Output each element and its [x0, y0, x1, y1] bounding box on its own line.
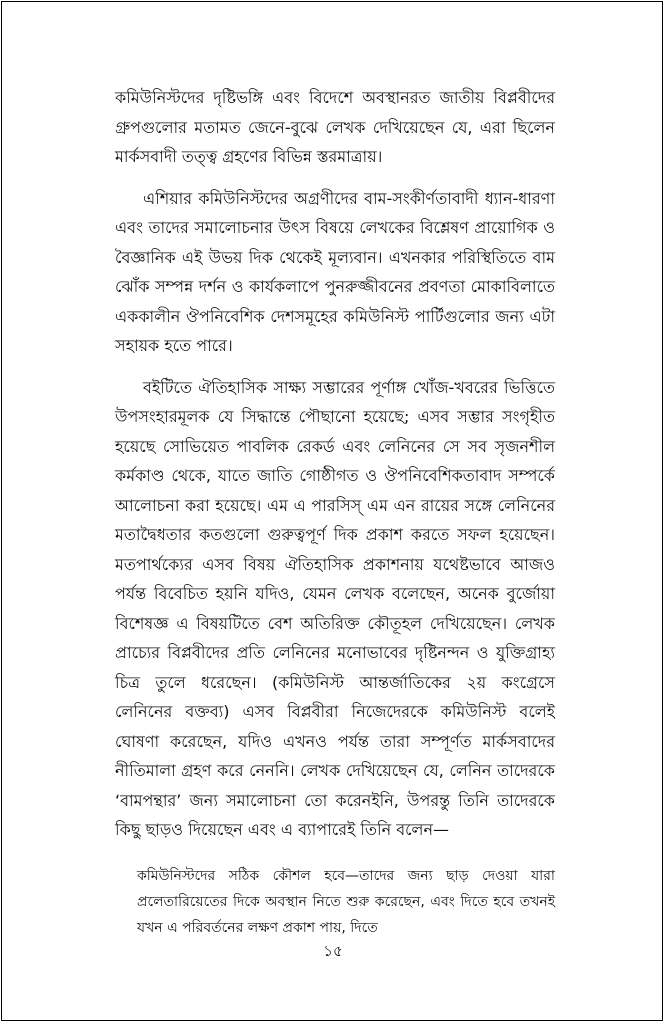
page-body	[115, 83, 555, 941]
paragraph-2: এশিয়ার কমিউনিস্টদের অগ্রণীদের বাম-সংকীর্ণতাবাদী ধ্যান-ধারণা এবং তাদের সমালোচনার উৎস বিষয়ে লেখকের বিশ্লেষণ প্রায়োগিক ও বৈজ্ঞানিক এই উভয় দিক থেকেই মূল্যবান। এখনকার পরিস্থিতিতে বাম ঝোঁক সম্পন্ন দর্শন ও কার্যকলাপে পুনরুজ্জীবনের প্রবণতা মোকাবিলাতে এককালীন ঔপনিবেশিক দেশসমূহের কমিউনিস্ট পার্টিগুলোর জন্য এটা সহায়ক হতে পারে।	[115, 188, 555, 355]
paragraph-3: বইটিতে ঐতিহাসিক সাক্ষ্য সম্ভারের পূর্ণাঙ্গ খোঁজ-খবরের ভিত্তিতে উপসংহারমূলক যে সিদ্ধান্তে পৌছানো হয়েছে; এসব সম্ভার সংগৃহীত হয়েছে সোভিয়েত পাবলিক রেকর্ড এবং লেনিনের সে সব সৃজনশীল কর্মকাণ্ড থেকে, যাতে জাতি গোষ্ঠীগত ও ঔপনিবেশিকতাবাদ সম্পর্কে আলোচনা করা হয়েছে। এম এ পারসিস্ এম এন রায়ের সঙ্গে লেনিনের মতাদ্বৈধতার কতগুলো গুরুত্বপূর্ণ দিক প্রকাশ করতে সফল হয়েছেন। মতপার্থক্যের এসব বিষয় ঐতিহাসিক প্রকাশনায় যথেষ্টভাবে আজও পর্যন্ত বিবেচিত হয়নি যদিও, যেমন লেখক বলেছেন, অনেক বুর্জোয়া বিশেষজ্ঞ এ বিষয়টিতে বেশ অতিরিক্ত কৌতূহল দেখিয়েছেন। লেখক প্রাচ্যের বিপ্লবীদের প্রতি লেনিনের মনোভাবের দৃষ্টিনন্দন ও যুক্তিগ্রাহ্য চিত্র তুলে ধরেছেন। (কমিউনিস্ট আন্তর্জাতিকের ২য় কংগ্রেসে লেনিনের বক্তব্য) এসব বিপ্লবীরা নিজেদেরকে কমিউনিস্ট বলেই ঘোষণা করেছেন, যদিও এখনও পর্যন্ত তারা সম্পূর্ণত মার্কসবাদের নীতিমালা গ্রহণ করে নেননি। লেখক দেখিয়েছেন যে, লেনিন তাদেরকে ‘বামপন্থার’ জন্য সমালোচনা তো করেনইনি, উপরন্তু তিনি তাদেরকে কিছু ছাড়ও দিয়েছেন এবং এ ব্যাপারেই তিনি বলেন—	[115, 377, 555, 839]
block-quote: কমিউনিস্টদের সঠিক কৌশল হবে—তাদের জন্য ছাড় দেওয়া যারা প্রলেতারিয়েতের দিকে অবস্থান নিতে শুরু করেছেন, এবং দিতে হবে তখনই যখন এ পরিবর্তনের লক্ষণ প্রকাশ পায়, দিতে	[137, 867, 555, 936]
page-number: ১৫	[323, 942, 343, 960]
paragraph-1: কমিউনিস্টদের দৃষ্টিভঙ্গি এবং বিদেশে অবস্থানরত জাতীয় বিপ্লবীদের গ্রুপগুলোর মতামত জেনে-বুঝে লেখক দেখিয়েছেন যে, এরা ছিলেন মার্কসবাদী তত্ত্ব গ্রহণের বিভিন্ন স্তরমাত্রায়।	[115, 88, 555, 166]
